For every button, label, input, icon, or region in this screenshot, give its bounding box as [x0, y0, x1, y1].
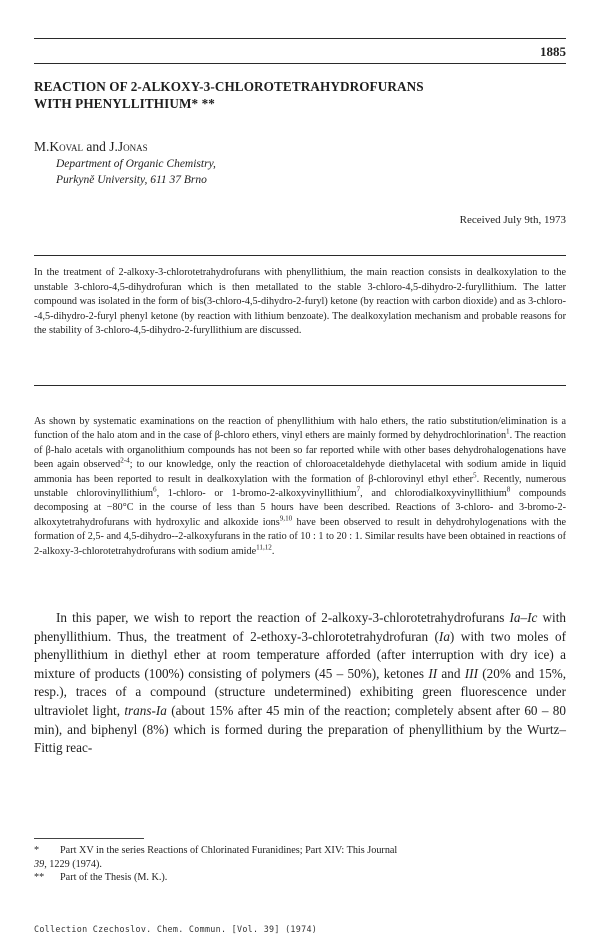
- footnote-2-text: Part of the Thesis (M. K.).: [60, 872, 168, 884]
- intro-text-2: . The reaction of β-halo acetals with organolithium compounds has not been so far reported while with other bases dehydrohalogenations have been again observed: [34, 430, 567, 471]
- affiliation-line-1: Department of Organic Chemistry,: [56, 158, 216, 170]
- ref-2-4: 2-4: [120, 456, 130, 465]
- journal-footer: Collection Czechoslov. Chem. Commun. [Vol. 39] (1974): [34, 924, 318, 934]
- main-seg-4: ) with two moles of phenyllithium in diethyl ether at room temperature afforded (after interruption with dry ice) a mixture of products (100%) consisting of polymers (45 – 50%), ketones: [34, 628, 566, 681]
- title-line-1: REACTION OF 2-ALKOXY-3-CHLOROTETRAHYDROFURANS: [34, 79, 424, 94]
- ref-1: 1: [506, 428, 510, 437]
- main-seg-3: with phenyllithium. Thus, the treatment of 2-ethoxy-3-chlorotetrahydrofuran (: [34, 610, 566, 644]
- abstract-bottom-rule: [34, 385, 566, 386]
- footnote-rule: [34, 838, 144, 839]
- footnote-2: [34, 871, 566, 885]
- main-text: [34, 609, 566, 758]
- intro-text-8: have been observed to result in dehydrohylogenations with the formation of 2,5- and 4,5-dihydro--2-alkoxyfurans in the ratio of 10 : 1 to 20 : 1. Similar results have been obtained in reactions of 2-alkoxy-3-chlorotetrahydrofurans with sodium amide: [34, 516, 566, 557]
- author-2-initial: J.: [109, 139, 118, 154]
- author-conjunction: and: [82, 139, 110, 154]
- received-date: Received July 9th, 1973: [459, 214, 566, 226]
- intro-text-5: , 1-chloro- or 1-bromo-2-alkoxyvinyllithium: [156, 488, 357, 500]
- ref-8: 8: [506, 485, 511, 494]
- main-paragraph: [34, 609, 566, 758]
- compound-II: II: [428, 665, 438, 681]
- abstract-top-rule: [34, 255, 566, 256]
- main-seg-1: In this paper, we wish to report the reaction of 2-alkoxy-3-chlorotetrahydrofurans: [56, 610, 510, 625]
- article-title: [34, 78, 566, 112]
- main-seg-5: and: [437, 665, 465, 681]
- intro-paragraph: [34, 415, 566, 559]
- compound-Ia: Ia: [509, 610, 521, 625]
- header-rule: [34, 63, 566, 64]
- footnote-1-volume: 39: [34, 858, 45, 870]
- compound-Ia-2: Ia: [438, 628, 450, 644]
- intro-text-3: ; to our knowledge, only the reaction of chloroacetaldehyde diethylacetal with sodium amide in liquid ammonia has been reported to result in dealkoxylation with the formation of β-chlorovinyl ethyl ether: [34, 459, 566, 485]
- ref-9-10: 9,10: [279, 514, 293, 523]
- compound-trans-Ia: trans-Ia: [124, 702, 167, 718]
- footnote-1-cont: [34, 858, 566, 872]
- footnote-1-rest: , 1229 (1974).: [44, 858, 102, 870]
- ref-6: 6: [153, 485, 157, 494]
- intro-text-7: compounds decomposing at −80°C in the course of less than 5 hours have been described. Reactions of 3-chloro- and 3-bromo-2-alkoxytetrahydrofurans with hydroxylic and alkoxide ions: [34, 488, 566, 528]
- footnote-2-mark: **: [34, 872, 45, 884]
- intro-text-6: , and chlorodialkoxyvinyllithium: [360, 488, 507, 500]
- ref-7: 7: [356, 485, 361, 494]
- footnotes: [34, 844, 566, 885]
- author-2-surname: Jonas: [117, 139, 148, 154]
- author-1-initial: M.: [34, 139, 50, 154]
- compound-Ic: Ic: [527, 610, 538, 625]
- main-seg-7: (about 15% after 45 min of the reaction; completely absent after 60 – 80 min), and biphenyl (8%) which is formed during the preparation of phenyllithium by the Wurtz–Fittig reac-: [34, 702, 566, 756]
- intro-text-4: . Recently, numerous unstable chlorovinyllithium: [34, 473, 566, 500]
- ref-5: 5: [473, 471, 477, 480]
- footnote-1: [34, 844, 566, 858]
- page-number: 1885: [540, 44, 566, 59]
- author-line: [34, 139, 148, 155]
- intro-text-1: As shown by systematic examinations on the reaction of phenyllithium with halo ethers, the ratio substitution/elimination is a function of the halo atom and in the case of β-chloro ethers, vinyl ethers are mainly formed by dehydrochlorination: [34, 416, 566, 442]
- abstract: In the treatment of 2-alkoxy-3-chlorotetrahydrofurans with phenyllithium, the main reaction consists in dealkoxylation to the unstable 3-chloro-4,5-dihydrofuran which is then metallated to the stable 3-chloro-4,5-dihydro-2-furyllithium. The latter compound was isolated in the form of bis(3-chloro-4,5-dihydro-2-furyl) ketone (by reaction with carbon dioxide) and as 3-chloro--4,5-dihydro-2-furyl phenyl ketone (by reaction with lithium benzoate). The dealkoxylation mechanism and probable reasons for the stability of 3-chloro-4,5-dihydro-2-furyllithium are discussed.: [34, 267, 566, 337]
- footnote-1-mark: *: [34, 845, 40, 856]
- title-line-2: WITH PHENYLLITHIUM* **: [34, 96, 215, 111]
- main-seg-6: (20% and 15%, resp.), traces of a compound (structure undetermined) exhibiting green fluorescence under ultraviolet light,: [34, 665, 566, 718]
- affiliation-line-2: Purkyně University, 611 37 Brno: [56, 173, 207, 186]
- footnote-1-text: Part XV in the series Reactions of Chlorinated Furanidines; Part XIV: This Journal: [60, 845, 398, 856]
- top-rule: [34, 38, 566, 39]
- ref-11-12: 11,12: [256, 543, 272, 552]
- main-seg-2: –: [520, 610, 528, 625]
- intro-text-9: .: [271, 545, 275, 557]
- compound-III: III: [464, 665, 478, 681]
- author-1-surname: Koval: [49, 139, 83, 154]
- affiliation: [56, 157, 216, 188]
